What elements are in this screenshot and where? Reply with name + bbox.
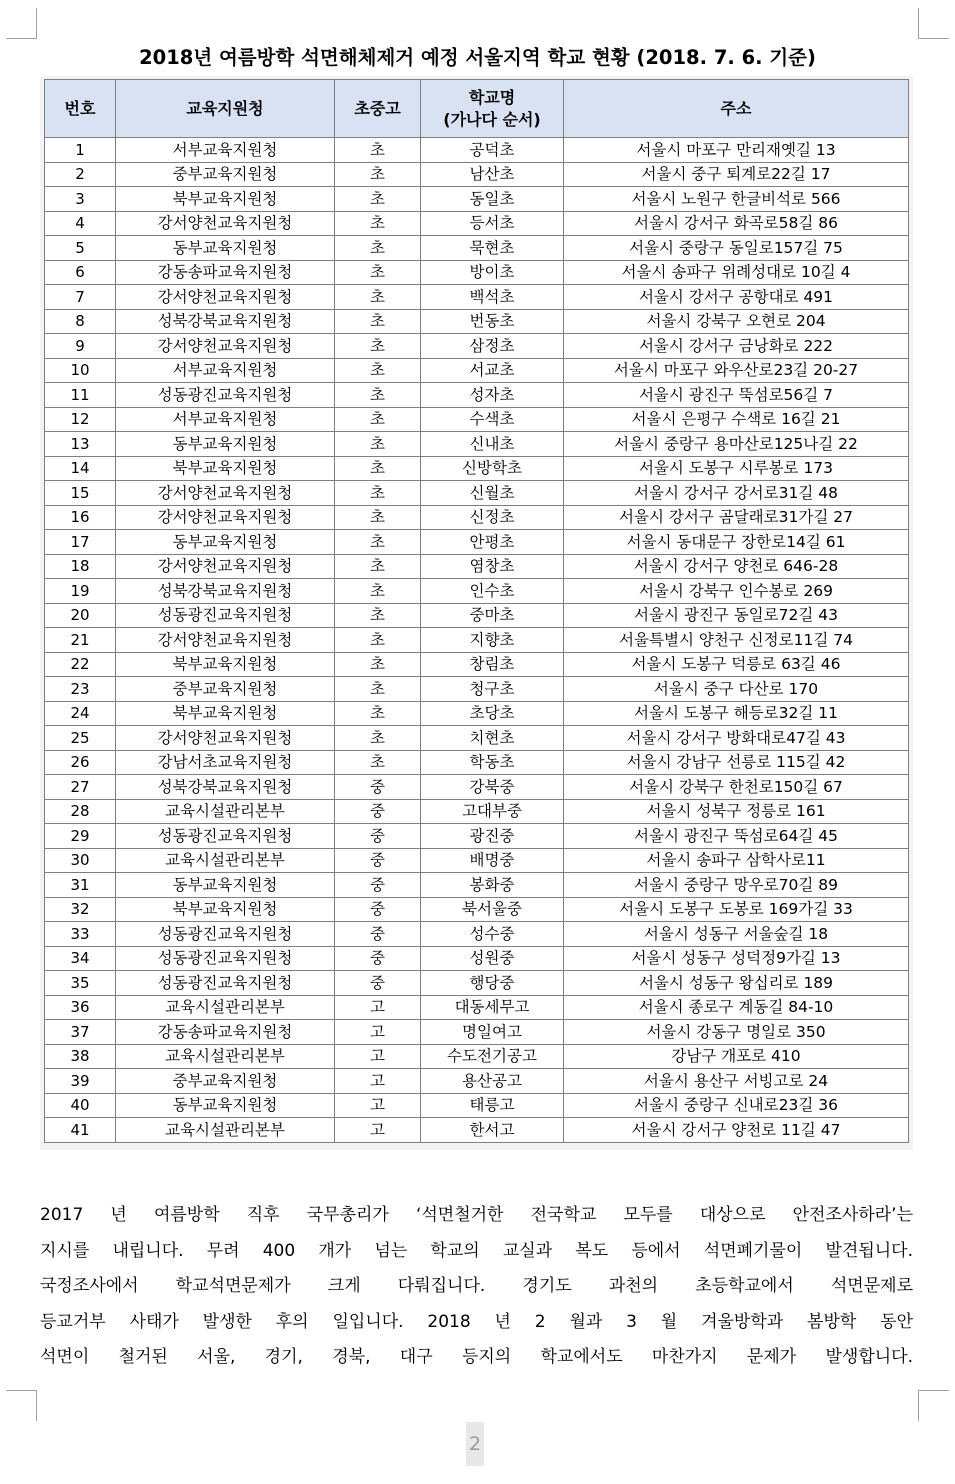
cell-address: 서울시 강서구 강서로31길 48 [564, 481, 909, 506]
cell-school: 수도전기공고 [421, 1044, 564, 1069]
cell-address: 서울시 동대문구 장한로14길 61 [564, 530, 909, 555]
cell-address: 서울시 중랑구 용마산로125나길 22 [564, 432, 909, 457]
cell-number: 5 [45, 236, 116, 261]
cell-number: 13 [45, 432, 116, 457]
cell-office: 성북강북교육지원청 [116, 775, 335, 800]
cell-school: 행당중 [421, 971, 564, 996]
cell-address: 서울시 강서구 공항대로 491 [564, 285, 909, 310]
cell-office: 교육시설관리본부 [116, 848, 335, 873]
table-row [45, 848, 909, 873]
cell-number: 20 [45, 603, 116, 628]
cell-number: 21 [45, 628, 116, 653]
cell-level: 초 [335, 285, 421, 310]
table-row [45, 799, 909, 824]
cell-school: 배명중 [421, 848, 564, 873]
cell-address: 서울시 강서구 방화대로47길 43 [564, 726, 909, 751]
cell-school: 성수중 [421, 922, 564, 947]
cell-office: 강서양천교육지원청 [116, 554, 335, 579]
cell-office: 강동송파교육지원청 [116, 1020, 335, 1045]
cell-address: 서울시 강북구 한천로150길 67 [564, 775, 909, 800]
cell-number: 4 [45, 211, 116, 236]
table-row [45, 750, 909, 775]
cell-school: 성원중 [421, 946, 564, 971]
cell-address: 서울시 광진구 동일로72길 43 [564, 603, 909, 628]
body-paragraph [40, 1198, 913, 1376]
cell-level: 초 [335, 138, 421, 163]
paragraph-line: 석면이 철거된 서울, 경기, 경북, 대구 등지의 학교에서도 마찬가지 문제가 발생합니다. [40, 1347, 913, 1368]
cell-school: 강북중 [421, 775, 564, 800]
cell-address: 서울시 강서구 양천로 646-28 [564, 554, 909, 579]
cell-address: 서울시 중구 다산로 170 [564, 677, 909, 702]
cell-level: 중 [335, 971, 421, 996]
cell-office: 강서양천교육지원청 [116, 334, 335, 359]
cell-address: 강남구 개포로 410 [564, 1044, 909, 1069]
cell-address: 서울시 종로구 계동길 84-10 [564, 995, 909, 1020]
cell-number: 3 [45, 187, 116, 212]
table-row [45, 187, 909, 212]
cell-office: 서부교육지원청 [116, 407, 335, 432]
header-address: 주소 [564, 80, 909, 138]
cell-school: 신내초 [421, 432, 564, 457]
paragraph-line: 2017 년 여름방학 직후 국무총리가 ‘석면철거한 전국학교 모두를 대상으로 안전조사하라’는 [40, 1205, 913, 1225]
cell-level: 중 [335, 775, 421, 800]
table-row [45, 1020, 909, 1045]
table-row [45, 1044, 909, 1069]
cell-school: 염창초 [421, 554, 564, 579]
cell-school: 신월초 [421, 481, 564, 506]
table-row [45, 285, 909, 310]
cell-level: 초 [335, 652, 421, 677]
cell-office: 교육시설관리본부 [116, 1044, 335, 1069]
paragraph-line: 지시를 내립니다. 무려 400 개가 넘는 학교의 교실과 복도 등에서 석면폐기물이 발견됩니다. [40, 1240, 913, 1261]
cell-level: 중 [335, 873, 421, 898]
paragraph-line: 국정조사에서 학교석면문제가 크게 다뤄집니다. 경기도 과천의 초등학교에서 석면문제로 [40, 1276, 913, 1297]
table-header-row [45, 80, 909, 138]
cell-number: 29 [45, 824, 116, 849]
cell-school: 성자초 [421, 383, 564, 408]
cell-number: 9 [45, 334, 116, 359]
cell-office: 서부교육지원청 [116, 358, 335, 383]
page-number: 2 [466, 1422, 484, 1466]
cell-office: 북부교육지원청 [116, 701, 335, 726]
cell-level: 초 [335, 505, 421, 530]
cell-level: 초 [335, 726, 421, 751]
cell-office: 북부교육지원청 [116, 187, 335, 212]
cell-address: 서울시 용산구 서빙고로 24 [564, 1069, 909, 1094]
cell-office: 북부교육지원청 [116, 897, 335, 922]
cell-number: 12 [45, 407, 116, 432]
cell-number: 41 [45, 1118, 116, 1143]
table-row [45, 873, 909, 898]
cell-school: 방이초 [421, 260, 564, 285]
cell-school: 고대부중 [421, 799, 564, 824]
table-row [45, 946, 909, 971]
document-title: 2018년 여름방학 석면해체제거 예정 서울지역 학교 현황 (2018. 7. 6. 기준) [139, 46, 816, 69]
table-row [45, 652, 909, 677]
cell-office: 강남서초교육지원청 [116, 750, 335, 775]
table-row [45, 334, 909, 359]
cell-number: 26 [45, 750, 116, 775]
table-row [45, 579, 909, 604]
cell-address: 서울시 성동구 서울숲길 18 [564, 922, 909, 947]
cell-level: 중 [335, 848, 421, 873]
cell-office: 중부교육지원청 [116, 677, 335, 702]
cell-number: 39 [45, 1069, 116, 1094]
cell-level: 초 [335, 236, 421, 261]
cell-address: 서울시 중랑구 망우로70길 89 [564, 873, 909, 898]
cell-level: 초 [335, 260, 421, 285]
cell-number: 23 [45, 677, 116, 702]
cell-school: 치현초 [421, 726, 564, 751]
cell-address: 서울시 마포구 만리재옛길 13 [564, 138, 909, 163]
table-row [45, 897, 909, 922]
cell-address: 서울시 송파구 삼학사로11 [564, 848, 909, 873]
table-row [45, 971, 909, 996]
cell-address: 서울시 도봉구 도봉로 169가길 33 [564, 897, 909, 922]
cell-address: 서울시 마포구 와우산로23길 20-27 [564, 358, 909, 383]
cell-school: 인수초 [421, 579, 564, 604]
cell-office: 교육시설관리본부 [116, 799, 335, 824]
table-row [45, 628, 909, 653]
cell-address: 서울시 중랑구 신내로23길 36 [564, 1093, 909, 1118]
cell-school: 명일여고 [421, 1020, 564, 1045]
cell-school: 신방학초 [421, 456, 564, 481]
table-row [45, 211, 909, 236]
cell-level: 초 [335, 309, 421, 334]
table-row [45, 407, 909, 432]
cell-school: 대동세무고 [421, 995, 564, 1020]
cell-level: 중 [335, 824, 421, 849]
cell-address: 서울시 강서구 금낭화로 222 [564, 334, 909, 359]
cell-number: 18 [45, 554, 116, 579]
paragraph-line: 등교거부 사태가 발생한 후의 일입니다. 2018 년 2 월과 3 월 겨울방학과 봄방학 동안 [40, 1311, 913, 1332]
table-row [45, 824, 909, 849]
header-level: 초중고 [335, 80, 421, 138]
cell-level: 중 [335, 799, 421, 824]
cell-number: 33 [45, 922, 116, 947]
cell-office: 강서양천교육지원청 [116, 285, 335, 310]
cell-address: 서울시 강동구 명일로 350 [564, 1020, 909, 1045]
table-row [45, 603, 909, 628]
cell-address: 서울시 성북구 정릉로 161 [564, 799, 909, 824]
cell-address: 서울시 노원구 한글비석로 566 [564, 187, 909, 212]
cell-school: 안평초 [421, 530, 564, 555]
cell-level: 고 [335, 995, 421, 1020]
cell-school: 수색초 [421, 407, 564, 432]
cell-school: 봉화중 [421, 873, 564, 898]
cell-number: 2 [45, 162, 116, 187]
cell-address: 서울시 강서구 곰달래로31가길 27 [564, 505, 909, 530]
table-row [45, 260, 909, 285]
cell-address: 서울시 강서구 양천로 11길 47 [564, 1118, 909, 1143]
cell-level: 초 [335, 603, 421, 628]
cell-number: 32 [45, 897, 116, 922]
table-row [45, 358, 909, 383]
cell-number: 36 [45, 995, 116, 1020]
cell-office: 강서양천교육지원청 [116, 628, 335, 653]
cell-office: 성동광진교육지원청 [116, 946, 335, 971]
cell-school: 광진중 [421, 824, 564, 849]
cell-address: 서울시 강북구 인수봉로 269 [564, 579, 909, 604]
cell-number: 19 [45, 579, 116, 604]
cell-school: 신정초 [421, 505, 564, 530]
cell-number: 24 [45, 701, 116, 726]
cell-school: 번동초 [421, 309, 564, 334]
cell-number: 38 [45, 1044, 116, 1069]
cell-office: 성동광진교육지원청 [116, 824, 335, 849]
cell-level: 중 [335, 897, 421, 922]
cell-level: 초 [335, 162, 421, 187]
cell-number: 25 [45, 726, 116, 751]
cell-level: 초 [335, 530, 421, 555]
cell-office: 성동광진교육지원청 [116, 383, 335, 408]
cell-level: 초 [335, 554, 421, 579]
cell-number: 1 [45, 138, 116, 163]
cell-office: 교육시설관리본부 [116, 995, 335, 1020]
cell-office: 성동광진교육지원청 [116, 922, 335, 947]
cell-number: 37 [45, 1020, 116, 1045]
cell-school: 묵현초 [421, 236, 564, 261]
cell-office: 중부교육지원청 [116, 1069, 335, 1094]
cell-office: 교육시설관리본부 [116, 1118, 335, 1143]
cell-level: 초 [335, 677, 421, 702]
cell-number: 22 [45, 652, 116, 677]
cell-number: 34 [45, 946, 116, 971]
cell-school: 태릉고 [421, 1093, 564, 1118]
cell-number: 28 [45, 799, 116, 824]
cell-office: 북부교육지원청 [116, 456, 335, 481]
cell-address: 서울시 성동구 성덕정9가길 13 [564, 946, 909, 971]
cell-level: 초 [335, 358, 421, 383]
cell-school: 공덕초 [421, 138, 564, 163]
cell-school: 삼정초 [421, 334, 564, 359]
cell-address: 서울시 도봉구 덕릉로 63길 46 [564, 652, 909, 677]
table-row [45, 726, 909, 751]
cell-level: 초 [335, 628, 421, 653]
cell-level: 고 [335, 1020, 421, 1045]
cell-level: 중 [335, 946, 421, 971]
table-row [45, 554, 909, 579]
cell-office: 동부교육지원청 [116, 873, 335, 898]
header-school [421, 80, 564, 138]
cell-level: 초 [335, 432, 421, 457]
cell-office: 동부교육지원청 [116, 236, 335, 261]
cell-address: 서울시 성동구 왕십리로 189 [564, 971, 909, 996]
cell-office: 성북강북교육지원청 [116, 579, 335, 604]
cell-office: 서부교육지원청 [116, 138, 335, 163]
cell-office: 강서양천교육지원청 [116, 726, 335, 751]
cell-level: 중 [335, 922, 421, 947]
table-row [45, 383, 909, 408]
header-school-line1: 학교명 [468, 87, 516, 107]
cell-level: 초 [335, 701, 421, 726]
table-row [45, 138, 909, 163]
table-row [45, 505, 909, 530]
corner-mark-bottom-left [6, 1390, 37, 1421]
cell-number: 17 [45, 530, 116, 555]
cell-level: 고 [335, 1118, 421, 1143]
cell-number: 11 [45, 383, 116, 408]
cell-number: 6 [45, 260, 116, 285]
header-school-line2: (가나다 순서) [443, 109, 541, 129]
cell-level: 초 [335, 481, 421, 506]
cell-number: 10 [45, 358, 116, 383]
cell-address: 서울시 은평구 수색로 16길 21 [564, 407, 909, 432]
table-row [45, 432, 909, 457]
cell-school: 용산공고 [421, 1069, 564, 1094]
table-row [45, 775, 909, 800]
cell-number: 27 [45, 775, 116, 800]
cell-level: 초 [335, 407, 421, 432]
cell-school: 학동초 [421, 750, 564, 775]
header-number: 번호 [45, 80, 116, 138]
cell-address: 서울시 강북구 오현로 204 [564, 309, 909, 334]
cell-level: 고 [335, 1044, 421, 1069]
cell-office: 성북강북교육지원청 [116, 309, 335, 334]
cell-office: 강서양천교육지원청 [116, 211, 335, 236]
cell-school: 북서울중 [421, 897, 564, 922]
corner-mark-top-left [6, 8, 37, 39]
cell-level: 초 [335, 187, 421, 212]
cell-level: 고 [335, 1093, 421, 1118]
table-row [45, 701, 909, 726]
cell-school: 초당초 [421, 701, 564, 726]
table-row [45, 481, 909, 506]
header-office: 교육지원청 [116, 80, 335, 138]
cell-address: 서울시 중랑구 동일로157길 75 [564, 236, 909, 261]
cell-address: 서울시 도봉구 해등로32길 11 [564, 701, 909, 726]
cell-school: 한서고 [421, 1118, 564, 1143]
cell-office: 동부교육지원청 [116, 530, 335, 555]
cell-school: 백석초 [421, 285, 564, 310]
cell-level: 고 [335, 1069, 421, 1094]
cell-number: 15 [45, 481, 116, 506]
cell-office: 북부교육지원청 [116, 652, 335, 677]
table-row [45, 530, 909, 555]
cell-school: 창림초 [421, 652, 564, 677]
table-row [45, 309, 909, 334]
table-row [45, 922, 909, 947]
cell-level: 초 [335, 750, 421, 775]
cell-address: 서울시 강서구 화곡로58길 86 [564, 211, 909, 236]
cell-office: 동부교육지원청 [116, 432, 335, 457]
table-row [45, 236, 909, 261]
cell-office: 동부교육지원청 [116, 1093, 335, 1118]
cell-number: 40 [45, 1093, 116, 1118]
cell-level: 초 [335, 334, 421, 359]
cell-school: 청구초 [421, 677, 564, 702]
cell-address: 서울시 강남구 선릉로 115길 42 [564, 750, 909, 775]
table-row [45, 995, 909, 1020]
cell-school: 등서초 [421, 211, 564, 236]
cell-address: 서울시 광진구 뚝섬로64길 45 [564, 824, 909, 849]
cell-number: 7 [45, 285, 116, 310]
cell-number: 16 [45, 505, 116, 530]
cell-school: 서교초 [421, 358, 564, 383]
cell-office: 강서양천교육지원청 [116, 505, 335, 530]
cell-number: 30 [45, 848, 116, 873]
cell-number: 35 [45, 971, 116, 996]
school-table [44, 79, 909, 1143]
cell-school: 남산초 [421, 162, 564, 187]
cell-level: 초 [335, 211, 421, 236]
cell-address: 서울시 광진구 뚝섬로56길 7 [564, 383, 909, 408]
cell-office: 성동광진교육지원청 [116, 603, 335, 628]
cell-number: 14 [45, 456, 116, 481]
table-row [45, 1069, 909, 1094]
cell-office: 중부교육지원청 [116, 162, 335, 187]
cell-address: 서울시 중구 퇴계로22길 17 [564, 162, 909, 187]
table-row [45, 456, 909, 481]
cell-school: 중마초 [421, 603, 564, 628]
corner-mark-top-right [918, 8, 949, 39]
table-row [45, 162, 909, 187]
cell-office: 강서양천교육지원청 [116, 481, 335, 506]
cell-level: 초 [335, 579, 421, 604]
cell-number: 8 [45, 309, 116, 334]
table-row [45, 1118, 909, 1143]
corner-mark-bottom-right [918, 1390, 949, 1421]
cell-address: 서울시 도봉구 시루봉로 173 [564, 456, 909, 481]
cell-address: 서울특별시 양천구 신정로11길 74 [564, 628, 909, 653]
cell-office: 성동광진교육지원청 [116, 971, 335, 996]
cell-office: 강동송파교육지원청 [116, 260, 335, 285]
cell-level: 초 [335, 456, 421, 481]
cell-number: 31 [45, 873, 116, 898]
table-row [45, 1093, 909, 1118]
cell-level: 초 [335, 383, 421, 408]
cell-address: 서울시 송파구 위례성대로 10길 4 [564, 260, 909, 285]
cell-school: 동일초 [421, 187, 564, 212]
table-row [45, 677, 909, 702]
cell-school: 지향초 [421, 628, 564, 653]
